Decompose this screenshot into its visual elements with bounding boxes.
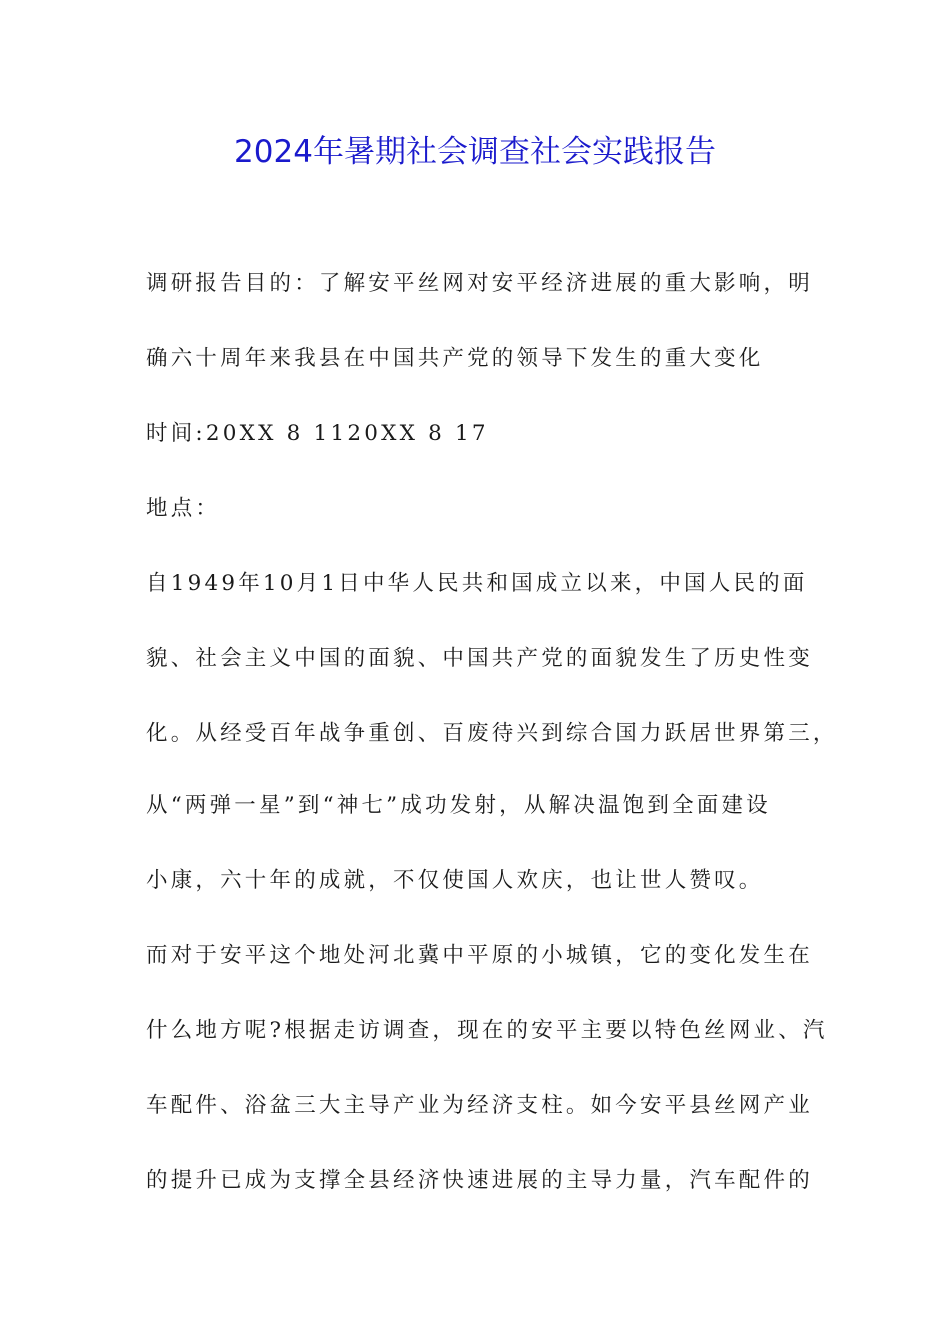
body-line: 什么地方呢?根据走访调查，现在的安平主要以特色丝网业、汽 [146,1018,828,1043]
body-line: 时间:20XX 8 1120XX 8 17 [146,421,489,446]
body-line: 而对于安平这个地处河北冀中平原的小城镇，它的变化发生在 [146,943,813,968]
body-line: 的提升已成为支撑全县经济快速进展的主导力量，汽车配件的 [146,1168,813,1193]
body-line: 从“两弹一星”到“神七”成功发射，从解决温饱到全面建设 [146,793,771,818]
body-line: 貌、社会主义中国的面貌、中国共产党的面貌发生了历史性变 [146,646,813,671]
body-line: 化。从经受百年战争重创、百废待兴到综合国力跃居世界第三， [146,721,838,746]
body-line: 自1949年10月1日中华人民共和国成立以来，中国人民的面 [146,571,808,596]
body-line: 确六十周年来我县在中国共产党的领导下发生的重大变化 [146,346,764,371]
body-line: 小康，六十年的成就，不仅使国人欢庆，也让世人赞叹。 [146,868,764,893]
document-title: 2024年暑期社会调查社会实践报告 [234,134,716,170]
body-line: 调研报告目的：了解安平丝网对安平经济进展的重大影响，明 [146,271,813,296]
body-line: 地点： [146,496,221,521]
body-line: 车配件、浴盆三大主导产业为经济支柱。如今安平县丝网产业 [146,1093,813,1118]
